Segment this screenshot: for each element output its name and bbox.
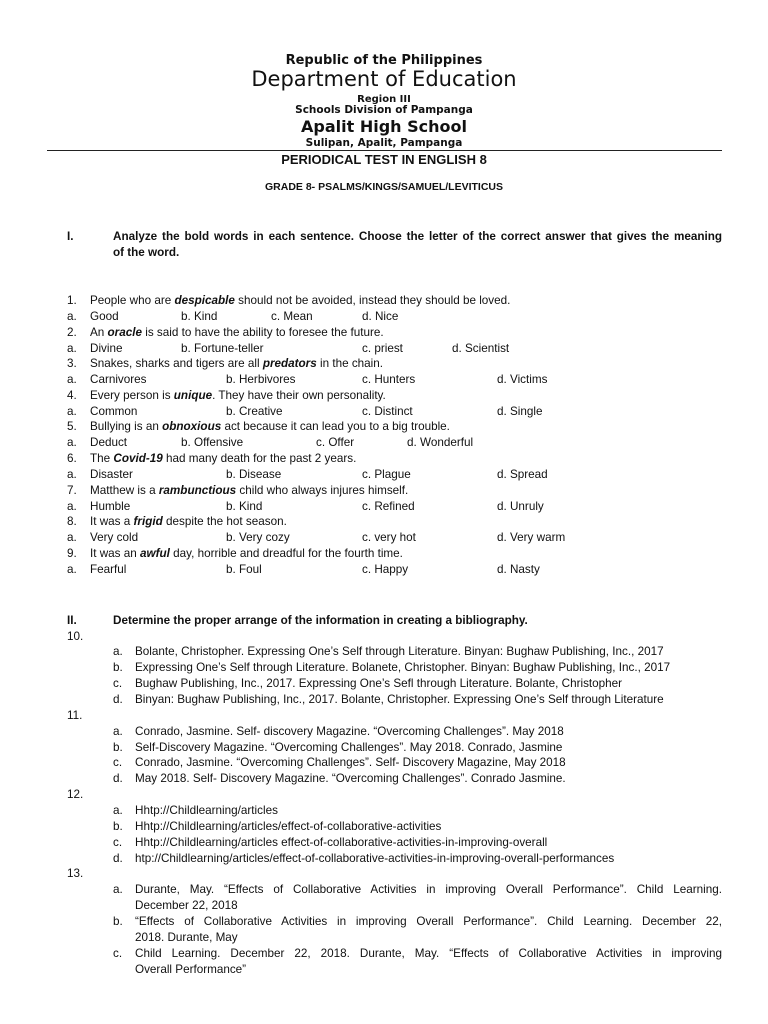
answer-choice: c. Refined	[362, 499, 415, 513]
sentence-text: is said to have the ability to foresee the future.	[141, 325, 384, 339]
option-text: Bolante, Christopher. Expressing One’s Self through Literature. Binyan: Bughaw Publishing, Inc., 2017	[135, 645, 664, 658]
sentence-text: in the chain.	[316, 357, 384, 371]
choice-letter: a.	[67, 404, 77, 418]
header-divider	[47, 150, 722, 151]
bold-word: unique	[173, 388, 213, 402]
option-text: Hhtp://Childlearning/articles effect-of-collaborative-activities-in-improving-overall	[135, 836, 548, 849]
answer-choice: d. Single	[497, 404, 543, 418]
option-text: Expressing One’s Self through Literature. Bolanete, Christopher. Binyan: Bughaw Publishing, Inc., 2017	[135, 661, 671, 674]
choice-letter: a.	[67, 436, 77, 450]
answer-choice: b. Fortune-teller	[181, 341, 264, 355]
bold-word: awful	[140, 546, 170, 560]
option-text: Self-Discovery Magazine. “Overcoming Challenges”. May 2018. Conrado, Jasmine	[135, 741, 563, 754]
answer-choice: b. Very cozy	[226, 531, 290, 545]
choice-letter: a.	[67, 310, 77, 323]
answer-choice: d. Nasty	[497, 562, 540, 576]
answer-choice: d. Scientist	[452, 341, 510, 355]
sentence-text: should not be avoided, instead they should be loved.	[234, 294, 511, 307]
bold-word: frigid	[133, 515, 163, 529]
answer-choice: c. very hot	[362, 531, 416, 545]
option-text: htp://Childlearning/articles/effect-of-collaborative-activities-in-improving-overall-performances	[135, 852, 615, 865]
item-sentence	[90, 325, 384, 341]
item-sentence	[90, 388, 386, 404]
item-number: 2.	[67, 325, 77, 339]
question-number: 12.	[67, 788, 84, 801]
option-letter: a.	[113, 883, 123, 896]
sentence-text: Every person is	[90, 388, 174, 402]
option-letter: d.	[113, 772, 123, 785]
option-letter: c.	[113, 947, 123, 960]
item-number: 6.	[67, 452, 77, 465]
answer-choice: Fearful	[90, 562, 127, 576]
option-letter: b.	[113, 820, 123, 833]
part1-instruction-line1: Analyze the bold words in each sentence. Choose the letter of the correct answer that gives the meaning	[113, 230, 722, 243]
option-letter: d.	[113, 693, 123, 706]
answer-choice: d. Victims	[497, 373, 548, 387]
answer-choice: Disaster	[90, 468, 133, 481]
bold-word: Covid-19	[113, 452, 163, 465]
item-sentence	[90, 293, 510, 309]
department-heading: Department of Education	[251, 67, 517, 91]
grade-line: GRADE 8- PSALMS/KINGS/SAMUEL/LEVITICUS	[264, 181, 504, 193]
region-heading: Region III	[357, 94, 411, 105]
answer-choice: b. Creative	[226, 404, 283, 418]
option-text: 2018. Durante, May	[135, 931, 238, 944]
option-text: Bughaw Publishing, Inc., 2017. Expressing One’s Sefl through Literature. Bolante, Christopher	[135, 677, 623, 690]
sentence-text: People who are	[90, 294, 175, 307]
option-letter: b.	[113, 915, 123, 928]
option-letter: a.	[113, 725, 123, 738]
option-text: December 22, 2018	[135, 899, 238, 912]
school-name: Apalit High School	[301, 117, 467, 136]
question-number: 13.	[67, 867, 84, 880]
choice-letter: a.	[67, 562, 77, 576]
option-letter: d.	[113, 852, 123, 865]
question-number: 10.	[67, 630, 84, 643]
answer-choice: c. priest	[362, 341, 403, 355]
item-sentence	[90, 546, 403, 562]
sentence-text: child who always injures himself.	[236, 483, 409, 497]
item-number: 3.	[67, 357, 77, 371]
part2-instruction: Determine the proper arrange of the information in creating a bibliography.	[113, 614, 528, 627]
test-title: PERIODICAL TEST IN ENGLISH 8	[281, 152, 487, 167]
question-number: 11.	[67, 709, 83, 722]
choice-letter: a.	[67, 468, 77, 481]
part1-instruction-line2: of the word.	[113, 246, 180, 259]
answer-choice: c. Hunters	[362, 373, 416, 387]
option-text: Child Learning. December 22, 2018. Durante, May. “Effects of Collaborative Activities in improving	[135, 947, 722, 960]
option-text: Binyan: Bughaw Publishing, Inc., 2017. Bolante, Christopher. Expressing One’s Self through Literature	[135, 693, 664, 706]
option-letter: a.	[113, 804, 123, 817]
bold-word: despicable	[174, 294, 235, 307]
part2-numeral: II.	[67, 614, 77, 627]
choice-letter: a.	[67, 373, 77, 387]
item-number: 4.	[67, 388, 77, 402]
option-letter: c.	[113, 677, 123, 690]
item-number: 8.	[67, 515, 77, 529]
answer-choice: b. Offensive	[181, 436, 244, 450]
school-address: Sulipan, Apalit, Pampanga	[305, 137, 463, 149]
part1-numeral: I.	[67, 230, 74, 243]
option-letter: a.	[113, 645, 123, 658]
choice-letter: a.	[67, 499, 77, 513]
item-sentence	[90, 356, 383, 372]
answer-choice: c. Offer	[316, 436, 355, 450]
item-number: 5.	[67, 420, 77, 434]
sentence-text: It was an	[90, 546, 141, 560]
bold-word: rambunctious	[158, 483, 237, 497]
sentence-text: It was a	[90, 515, 134, 529]
answer-choice: b. Disease	[226, 468, 282, 481]
answer-choice: Very cold	[90, 531, 139, 545]
item-sentence	[90, 451, 356, 467]
option-text: Hhtp://Childlearning/articles	[135, 804, 278, 817]
answer-choice: d. Nice	[362, 310, 399, 323]
division-heading: Schools Division of Pampanga	[295, 104, 473, 116]
item-sentence	[90, 419, 450, 435]
option-text: Conrado, Jasmine. Self- discovery Magazine. “Overcoming Challenges”. May 2018	[135, 725, 564, 738]
option-letter: c.	[113, 756, 123, 769]
item-sentence	[90, 514, 287, 530]
bold-word: obnoxious	[162, 420, 222, 434]
sentence-text: An	[90, 325, 108, 339]
answer-choice: b. Kind	[226, 499, 263, 513]
answer-choice: c. Plague	[362, 468, 411, 481]
item-number: 1.	[67, 294, 77, 307]
answer-choice: d. Unruly	[497, 499, 544, 513]
option-text: Hhtp://Childlearning/articles/effect-of-collaborative-activities	[135, 820, 442, 833]
option-text: Conrado, Jasmine. “Overcoming Challenges”. Self- Discovery Magazine, May 2018	[135, 756, 566, 769]
option-text: “Effects of Collaborative Activities in improving Overall Performance”. Child Learning. December 22,	[135, 915, 722, 928]
option-text: Overall Performance”	[135, 963, 247, 976]
answer-choice: c. Happy	[362, 562, 409, 576]
sentence-text: day, horrible and dreadful for the fourth time.	[169, 546, 403, 560]
item-number: 7.	[67, 483, 77, 497]
answer-choice: c. Distinct	[362, 404, 413, 418]
answer-choice: b. Herbivores	[226, 373, 296, 387]
sentence-text: despite the hot season.	[162, 515, 287, 529]
item-number: 9.	[67, 546, 77, 560]
answer-choice: Carnivores	[90, 373, 147, 387]
answer-choice: b. Foul	[226, 562, 262, 576]
item-sentence	[90, 483, 408, 499]
answer-choice: d. Spread	[497, 468, 548, 481]
bold-word: predators	[262, 357, 317, 371]
answer-choice: Common	[90, 404, 138, 418]
option-letter: c.	[113, 836, 123, 849]
answer-choice: d. Wonderful	[407, 436, 474, 450]
republic-heading: Republic of the Philippines	[285, 53, 483, 68]
bold-word: oracle	[107, 325, 142, 339]
answer-choice: Good	[90, 310, 119, 323]
sentence-text: Matthew is a	[90, 483, 159, 497]
choice-letter: a.	[67, 531, 77, 545]
choice-letter: a.	[67, 341, 77, 355]
answer-choice: Deduct	[90, 436, 128, 450]
sentence-text: The	[90, 452, 114, 465]
option-letter: b.	[113, 661, 123, 674]
sentence-text: Bullying is an	[90, 420, 163, 434]
answer-choice: d. Very warm	[497, 531, 566, 545]
answer-choice: Divine	[90, 341, 123, 355]
option-text: May 2018. Self- Discovery Magazine. “Overcoming Challenges”. Conrado Jasmine.	[135, 772, 566, 785]
option-text: Durante, May. “Effects of Collaborative Activities in improving Overall Performance”. Child Learning.	[135, 883, 722, 896]
sentence-text: Snakes, sharks and tigers are all	[90, 357, 263, 371]
sentence-text: had many death for the past 2 years.	[162, 452, 357, 465]
answer-choice: b. Kind	[181, 310, 218, 323]
answer-choice: c. Mean	[271, 310, 313, 323]
sentence-text: . They have their own personality.	[212, 388, 386, 402]
option-letter: b.	[113, 741, 123, 754]
sentence-text: act because it can lead you to a big trouble.	[221, 420, 450, 434]
answer-choice: Humble	[90, 499, 131, 513]
